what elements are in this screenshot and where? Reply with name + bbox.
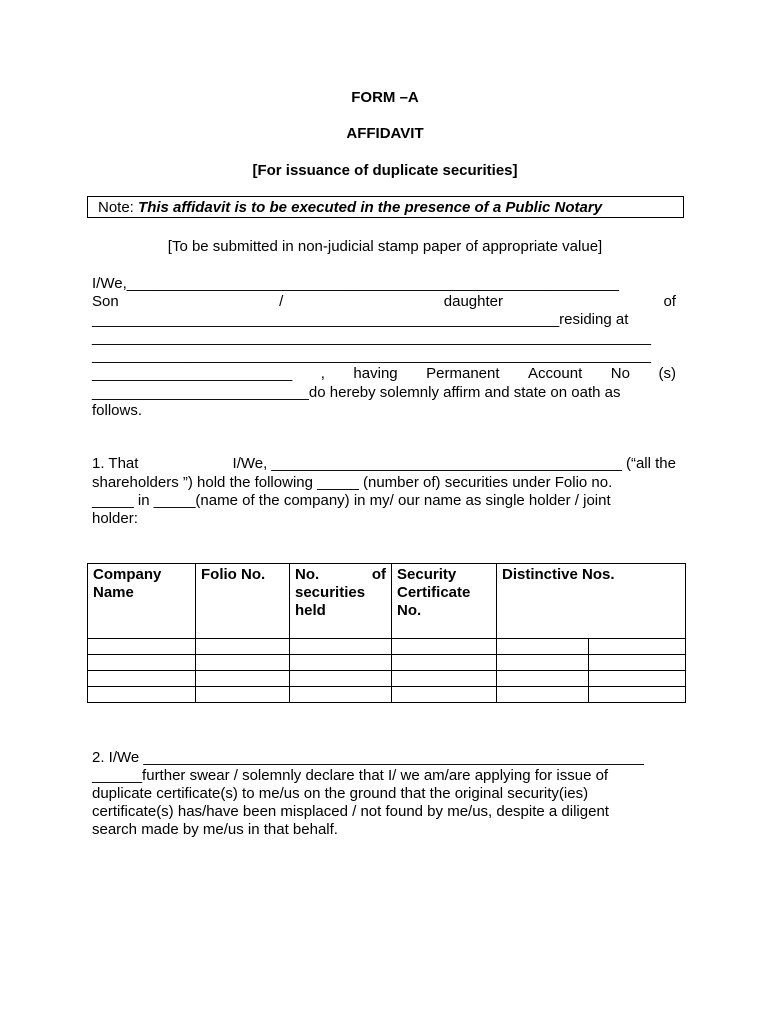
table-row (88, 639, 686, 655)
para2-line3: duplicate certificate(s) to me/us on the ground that the original security(ies) (92, 785, 589, 802)
follows-text: follows. (92, 402, 143, 419)
table-row (88, 687, 686, 703)
form-title: FORM –A (351, 89, 419, 106)
table-row (88, 671, 686, 687)
table-cell[interactable] (589, 655, 686, 671)
table-cell[interactable] (290, 655, 392, 671)
para1-that: 1. That (92, 455, 139, 472)
document-subtitle: [For issuance of duplicate securities] (252, 162, 518, 179)
header-distinctive-nos: Distinctive Nos. (497, 564, 686, 639)
s-label: (s) (658, 365, 676, 382)
para2-line1: 2. I/We ____________________________________________________________ (92, 749, 644, 766)
para1-line1 (92, 455, 676, 472)
daughter-label: daughter (443, 293, 503, 310)
table-cell[interactable] (290, 639, 392, 655)
table-cell[interactable] (497, 687, 589, 703)
table-cell[interactable] (88, 671, 196, 687)
address-line-1: ___________________________________________________________________ (92, 329, 651, 346)
table-cell[interactable] (392, 687, 497, 703)
para2-line5: search made by me/us in that behalf. (92, 821, 338, 838)
document-title: AFFIDAVIT (346, 125, 424, 142)
declarant-name-line: I/We,___________________________________________________________ (92, 275, 619, 292)
comma: , (320, 365, 325, 382)
table-cell[interactable] (589, 671, 686, 687)
table-cell[interactable] (290, 671, 392, 687)
table-header-row (88, 564, 686, 639)
header-folio-no: Folio No. (196, 564, 290, 639)
having-label: having (353, 365, 398, 382)
table-cell[interactable] (497, 655, 589, 671)
para2-line4: certificate(s) has/have been misplaced / not found by me/us, despite a diligent (92, 803, 609, 820)
of-label: of (663, 293, 676, 310)
table-cell[interactable] (497, 671, 589, 687)
table-cell[interactable] (196, 687, 290, 703)
table-cell[interactable] (392, 639, 497, 655)
table-cell[interactable] (589, 687, 686, 703)
table-cell[interactable] (392, 671, 497, 687)
table-cell[interactable] (497, 639, 589, 655)
affirm-line (92, 384, 676, 401)
affirm-text: do hereby solemnly affirm and state on oath as (308, 384, 621, 401)
pan-blank: __________________________ (92, 384, 309, 401)
para1-line3: _____ in _____(name of the company) in my/ our name as single holder / joint (92, 492, 611, 509)
table-cell[interactable] (392, 655, 497, 671)
account-label: Account (528, 365, 583, 382)
note-box (87, 196, 684, 218)
residing-label: residing at (559, 311, 629, 328)
table-cell[interactable] (196, 639, 290, 655)
note-label: Note: (98, 199, 134, 216)
table-row (88, 655, 686, 671)
table-cell[interactable] (290, 687, 392, 703)
relation-line (92, 293, 676, 310)
table-cell[interactable] (88, 655, 196, 671)
pan-line (92, 365, 676, 382)
slash-label: / (279, 293, 284, 310)
para1-line4: holder: (92, 510, 138, 527)
address-line-2: ___________________________________________________________________ (92, 347, 651, 364)
table-cell[interactable] (196, 655, 290, 671)
residing-line (92, 311, 676, 328)
para1-iwe: I/We, __________________________________________ (“all the (232, 455, 676, 472)
no-label: No (610, 365, 630, 382)
para1-line2: shareholders ”) hold the following _____ (number of) securities under Folio no. (92, 474, 613, 491)
parent-name-blank: ________________________________________________________ (92, 311, 560, 328)
header-security-certificate-no: Security Certificate No. (392, 564, 497, 639)
securities-table (87, 563, 686, 703)
table-cell[interactable] (589, 639, 686, 655)
note-text: This affidavit is to be executed in the presence of a Public Notary (138, 199, 603, 216)
permanent-label: Permanent (426, 365, 500, 382)
son-label: Son (92, 293, 119, 310)
table-cell[interactable] (88, 639, 196, 655)
instruction-text: [To be submitted in non-judicial stamp paper of appropriate value] (167, 238, 603, 255)
para2-line2: ______further swear / solemnly declare that I/ we am/are applying for issue of (92, 767, 609, 784)
header-no-of-securities: No. of securities held (290, 564, 392, 639)
table-cell[interactable] (88, 687, 196, 703)
address-line-3-blank: ________________________ (92, 365, 293, 382)
table-cell[interactable] (196, 671, 290, 687)
header-company-name: Company Name (88, 564, 196, 639)
